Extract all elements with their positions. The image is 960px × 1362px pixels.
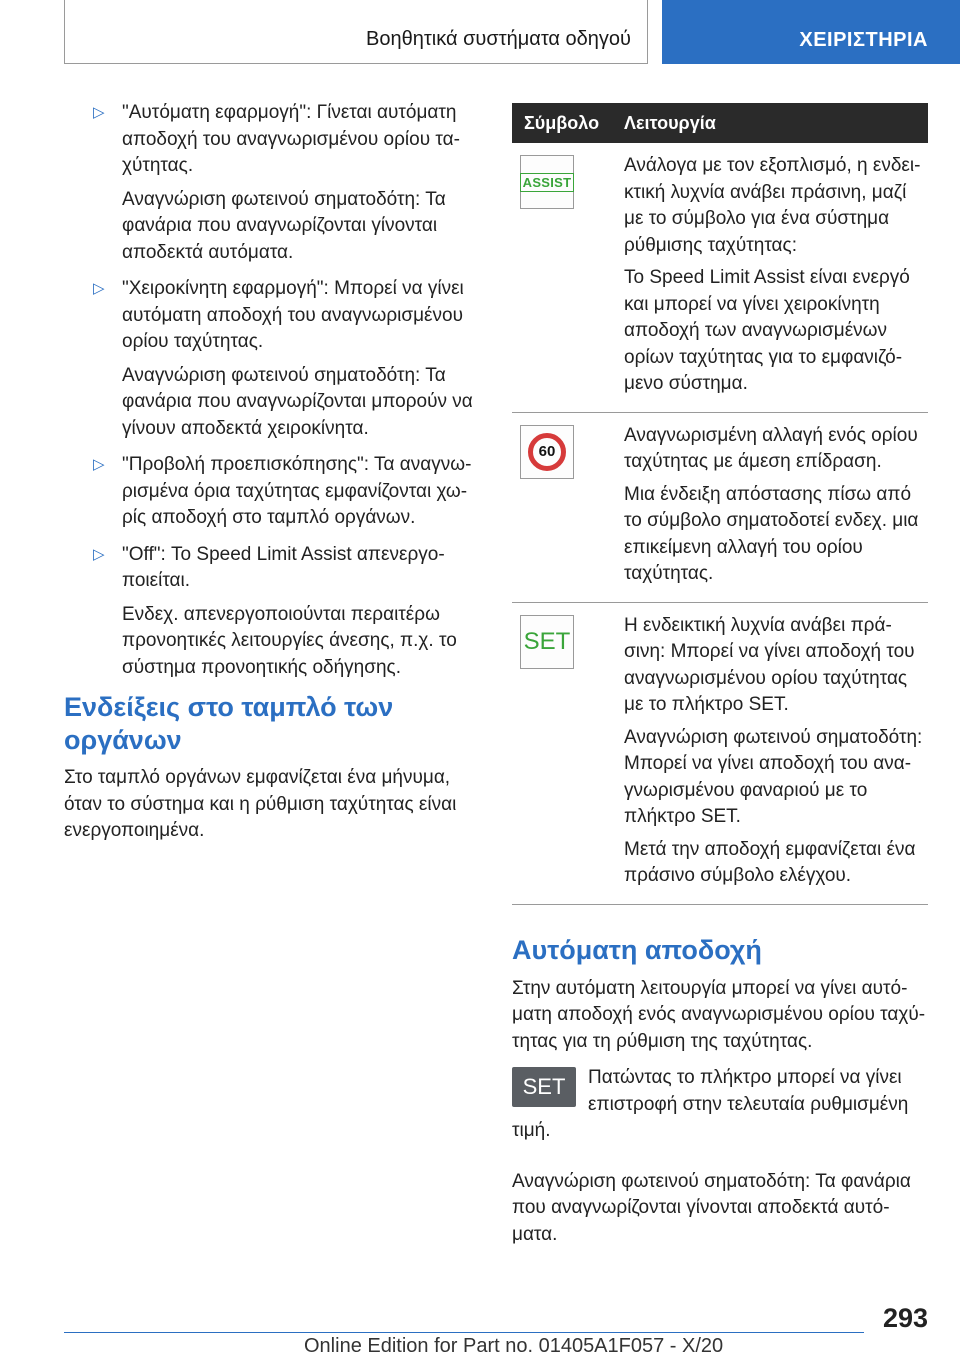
bullet-text: "Off": Το Speed Limit Assist απενεργο-ποιείται. [122, 543, 445, 591]
function-text: Αναγνώριση φωτεινού σηματοδότη: Μπορεί να γίνει αποδοχή του ανα-γνωρισμένου φαναριού με το πλήκτρο SET. [624, 726, 923, 827]
right-column [512, 103, 928, 1258]
chapter-title-text: ΧΕΙΡΙΣΤΗΡΙΑ [799, 29, 928, 51]
function-text: Μια ένδειξη απόστασης πίσω από το σύμβολο σηματοδοτεί ενδεχ. μια επικείμενη αλλαγή του ορίου ταχύτητας. [624, 483, 919, 584]
section-heading: Αυτόματη αποδοχή [512, 934, 762, 965]
triangle-bullet-icon: ▷ [93, 456, 105, 473]
column-header-function: Λειτουργία [624, 112, 716, 133]
bullet-text: "Αυτόματη εφαρμογή": Γίνεται αυτόματη αποδοχή του αναγνωρισμένου ορίου τα-χύτητας. [122, 102, 460, 176]
bullet-note: Αναγνώριση φωτεινού σηματοδότη: Τα φανάρια που αναγνωρίζονται μπορούν να γίνουν αποδεκτά χειροκίνητα. [122, 364, 473, 439]
set-indicator-label: SET [523, 627, 571, 655]
function-text: Αναγνωρισμένη αλλαγή ενός ορίου ταχύτητας με άμεση επίδραση. [624, 424, 918, 472]
function-text: Μετά την αποδοχή εμφανίζεται ένα πράσινο σύμβολο ελέγχου. [624, 838, 916, 886]
list-item [64, 452, 480, 532]
header-section-title [64, 0, 648, 64]
table-row [512, 603, 928, 905]
speed-limit-value: 60 [538, 443, 556, 460]
table-row [512, 143, 928, 413]
symbol-cell [512, 613, 624, 896]
section-paragraph: Στο ταμπλό οργάνων εμφανίζεται ένα μήνυμα, όταν το σύστημα και η ρύθμιση ταχύτητας είναι ενεργοποιημένα. [64, 767, 457, 841]
list-item [64, 100, 480, 266]
function-text: Η ενδεικτική λυχνία ανάβει πρά-σινη: Μπορεί να γίνει αποδοχή του αναγνωρισμένου ορίου ταχύτητας με το πλήκτρο SET. [624, 614, 915, 715]
assist-indicator-icon [520, 155, 574, 209]
set-key-label: SET [522, 1074, 566, 1099]
section-paragraph: Αναγνώριση φωτεινού σηματοδότη: Τα φανάρια που αναγνωρίζονται γίνονται αποδεκτά αυτό-ματα. [512, 1170, 911, 1245]
speed-limit-sign-icon [520, 425, 574, 479]
section-title-text: Βοηθητικά συστήματα οδηγού [366, 28, 631, 50]
symbol-cell [512, 153, 624, 404]
assist-label: ASSIST [520, 173, 575, 192]
section-heading: Ενδείξεις στο ταμπλό των οργάνων [64, 692, 394, 755]
function-cell [624, 153, 928, 404]
function-cell [624, 613, 928, 896]
header-chapter-tab[interactable] [662, 0, 960, 64]
set-key-icon [512, 1067, 576, 1107]
speed-limit-sign [528, 433, 566, 471]
table-header [512, 103, 928, 143]
footer-edition[interactable]: Online Edition for Part no. 01405A1F057 - X/20 [304, 1335, 724, 1357]
page-number: 293 [882, 1303, 928, 1333]
footer-divider [64, 1332, 864, 1333]
symbol-cell [512, 423, 624, 594]
table-row [512, 413, 928, 603]
column-header-symbol: Σύμβολο [524, 112, 600, 133]
function-text: Ανάλογα με τον εξοπλισμό, η ενδει-κτική λυχνία ανάβει πράσινη, μαζί με το σύμβολο για ένα σύστημα ρύθμισης ταχύτητας: [624, 155, 921, 256]
set-key-paragraph [512, 1065, 928, 1155]
list-item [64, 542, 480, 682]
triangle-bullet-icon: ▷ [93, 104, 105, 121]
function-cell [624, 423, 928, 594]
section-paragraph: Στην αυτόματη λειτουργία μπορεί να γίνει αυτό-ματη αποδοχή ενός αναγνωρισμένου ορίου ταχύ-τητας για τη ρύθμιση της ταχύτητας. [512, 977, 926, 1052]
set-key-text: Πατώντας το πλήκτρο μπορεί να γίνει επιστροφή στην τελευταία ρυθμισμένη τιμή. [512, 1067, 909, 1141]
function-text: Το Speed Limit Assist είναι ενεργό και μπορεί να γίνει χειροκίνητη αποδοχή των αναγνωρισμένων ορίων ταχύτητας για το εμφανιζό-μενο σύστημα. [624, 267, 910, 394]
triangle-bullet-icon: ▷ [93, 545, 105, 563]
bullet-note: Ενδεχ. απενεργοποιούνται περαιτέρω προνοητικές λειτουργίες άνεσης, π.χ. το σύστημα προνοητικής οδήγησης. [122, 603, 457, 678]
bullet-note: Αναγνώριση φωτεινού σηματοδότη: Τα φανάρια που αναγνωρίζονται γίνονται αποδεκτά αυτόματα. [122, 188, 446, 263]
bullet-text: "Προβολή προεπισκόπησης": Τα αναγνω-ρισμένα όρια ταχύτητας εμφανίζονται χω-ρίς αποδοχή στο ταμπλό οργάνων. [122, 454, 472, 528]
set-indicator-icon [520, 615, 574, 669]
left-column [64, 100, 480, 852]
bullet-text: "Χειροκίνητη εφαρμογή": Μπορεί να γίνει αυτόματη αποδοχή του αναγνωρισμένου ορίου ταχύτητας. [122, 278, 464, 352]
list-item [64, 276, 480, 442]
triangle-bullet-icon: ▷ [93, 280, 105, 297]
